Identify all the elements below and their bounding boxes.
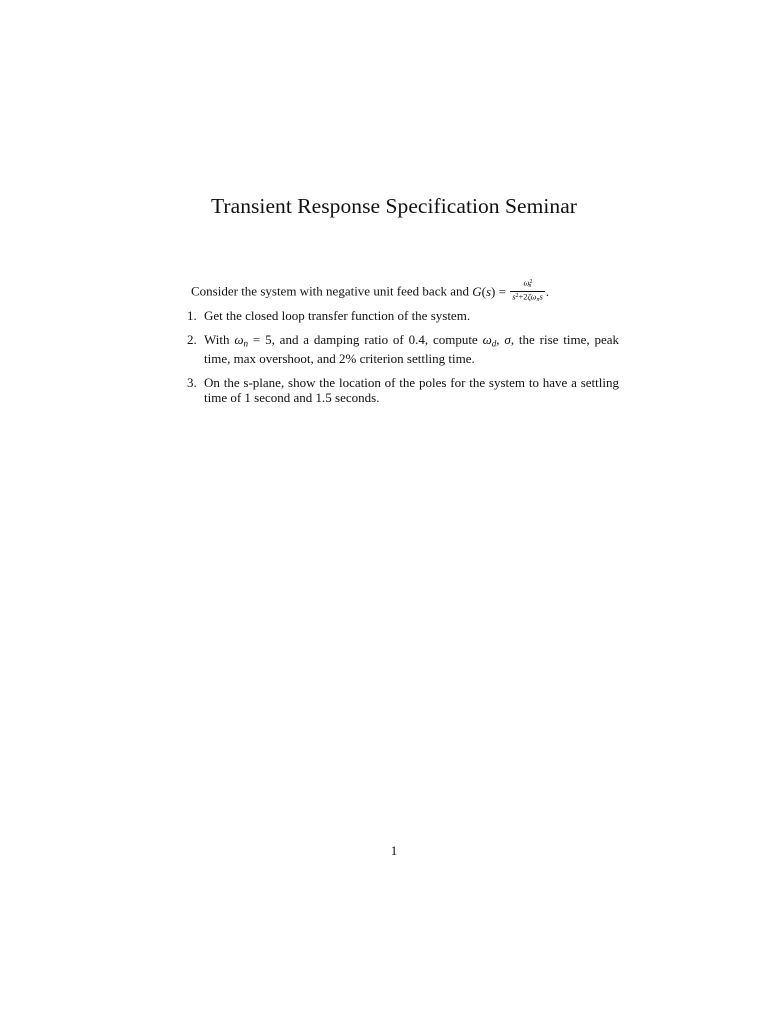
question-item-2 xyxy=(187,332,619,366)
question-item-3 xyxy=(187,375,619,405)
question-text: On the s-plane, show the location of the poles for the system to have a settling time of 1 second and 1.5 seconds. xyxy=(204,375,619,406)
intro-trailing: . xyxy=(545,283,550,299)
intro-paragraph xyxy=(191,279,631,306)
intro-text: Consider the system with negative unit feed back and xyxy=(191,283,469,299)
question-item-1 xyxy=(187,308,619,323)
question-text: With $\omega_n = 5$, and a damping ratio of 0.4, compute $\omega_d$, σ, the rise time, peak time, max overshoot, and 2% criterion settling time. xyxy=(204,332,620,367)
question-number: 2. xyxy=(187,332,197,347)
fraction-numerator: $\omega^2_n$ xyxy=(510,278,545,292)
document-title: Transient Response Specification Seminar xyxy=(210,194,578,218)
fraction-denominator: $s^2+2\zeta\omega_ns$ xyxy=(512,291,543,304)
question-number: 3. xyxy=(187,375,197,391)
intro-transfer-function: G(s) = $\frac{\omega^2_n}{s^2+2\zeta\omega_ns}$ . xyxy=(472,277,550,304)
transfer-function-fraction xyxy=(510,278,545,305)
question-text: Get the closed loop transfer function of the system. xyxy=(204,308,471,323)
question-number: 1. xyxy=(187,308,197,323)
page-number: 1 xyxy=(390,843,398,858)
question-list xyxy=(187,308,619,414)
